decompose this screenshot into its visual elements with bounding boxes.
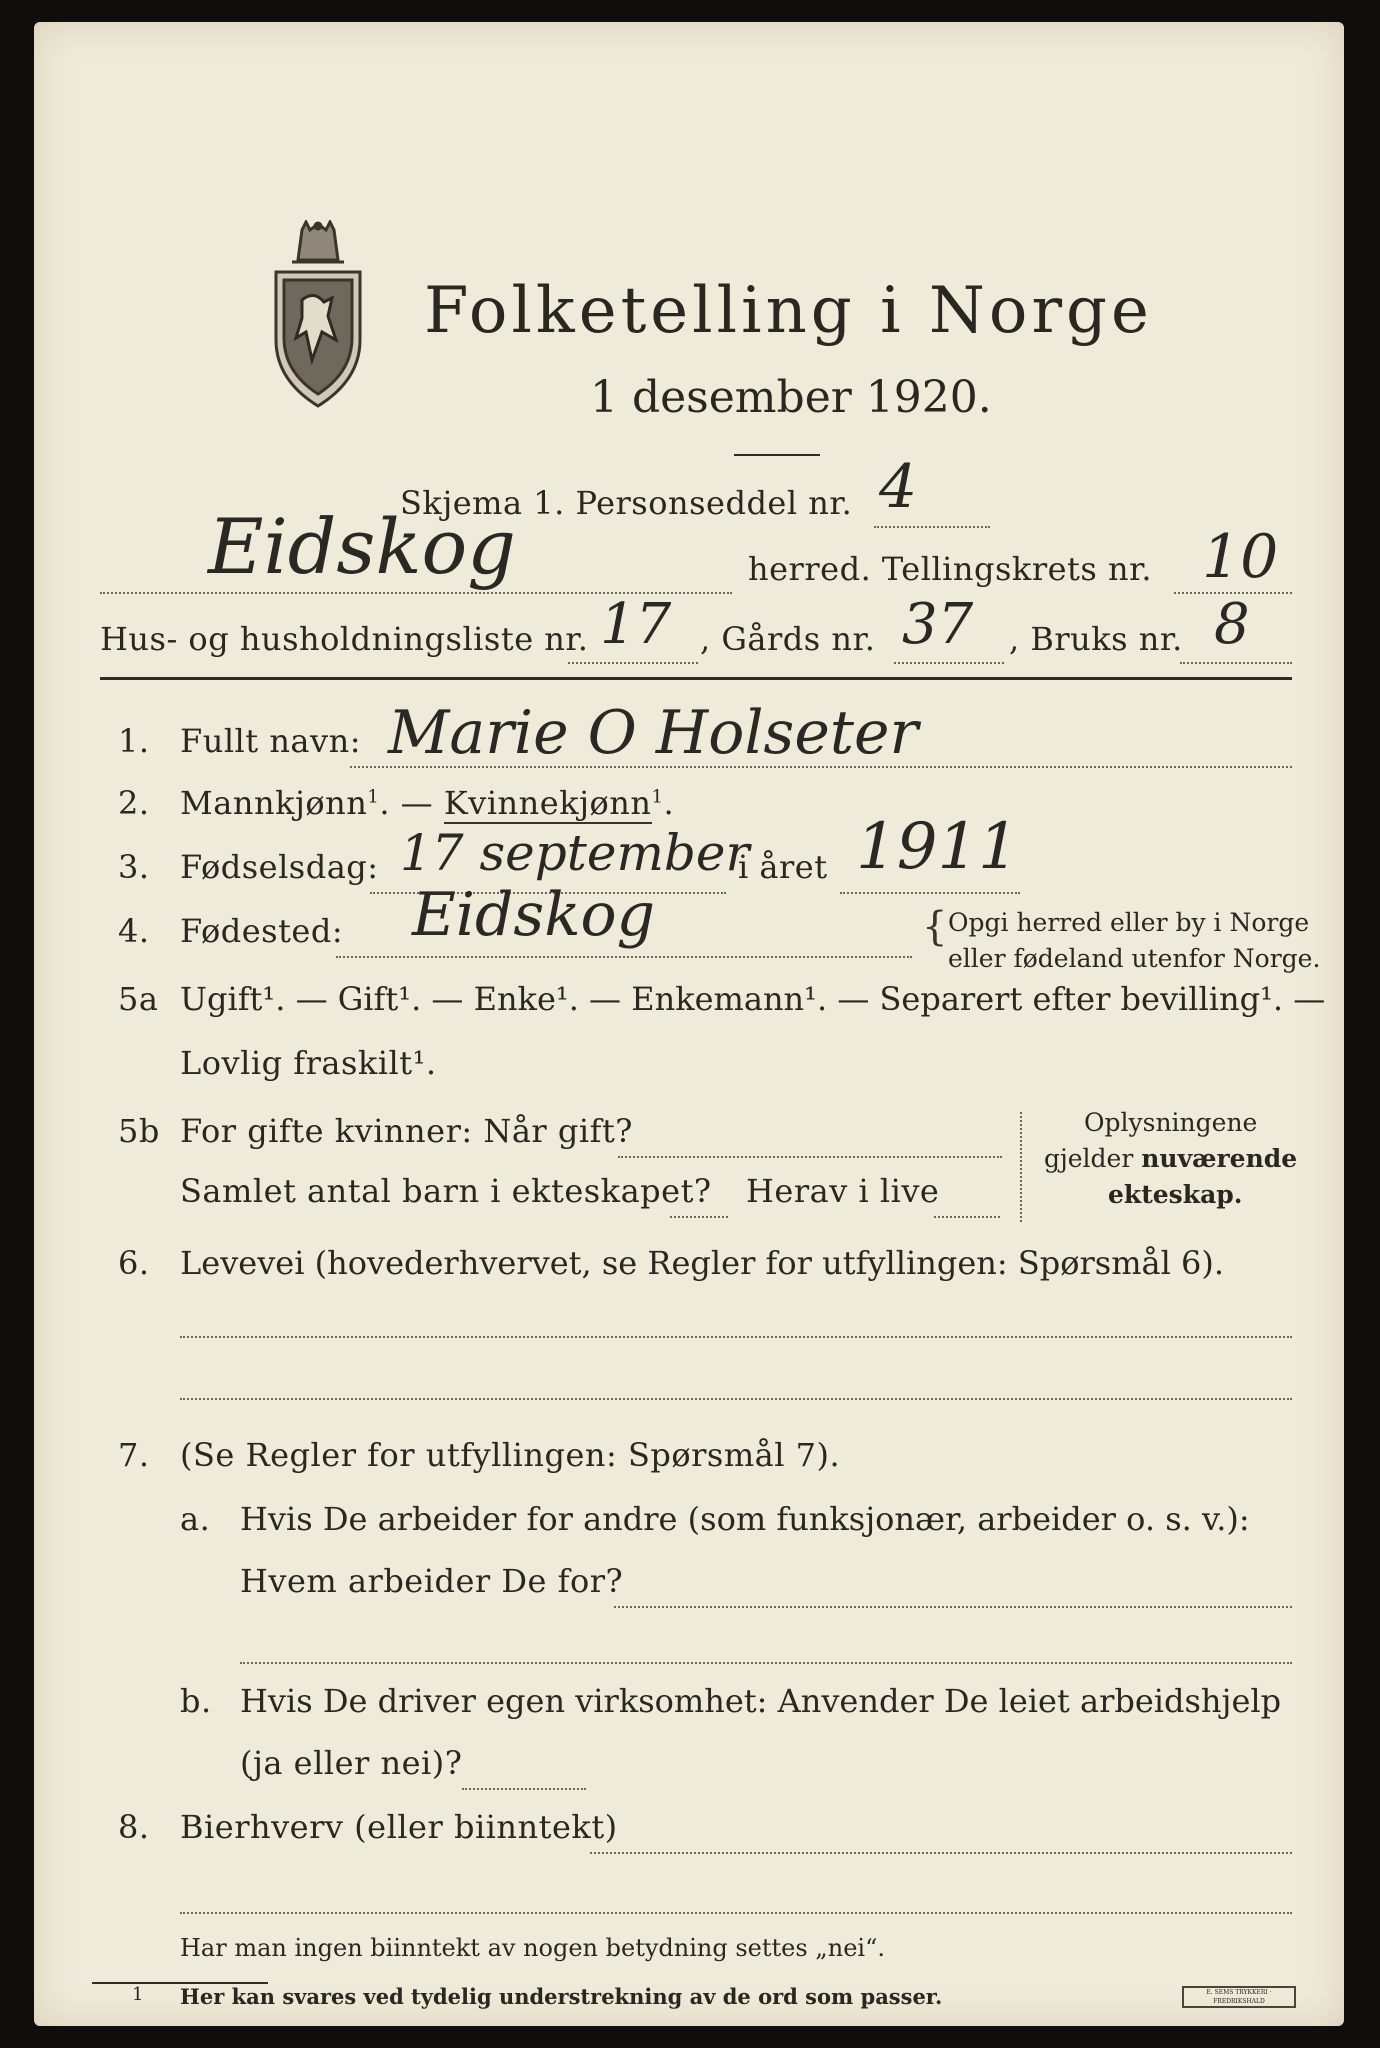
q4-note-brace: { <box>922 904 948 950</box>
marital-status-divorced[interactable]: Lovlig fraskilt¹. <box>180 1044 437 1082</box>
gards-nr-value[interactable]: 37 <box>902 592 974 657</box>
husholdningsliste-label: Hus- og husholdningsliste nr. <box>100 620 589 658</box>
q7-number: 7. <box>118 1436 150 1474</box>
q4-note-line2: eller fødeland utenfor Norge. <box>948 944 1321 973</box>
herred-name-value[interactable]: Eidskog <box>208 502 516 591</box>
q6-number: 6. <box>118 1244 150 1282</box>
q1-number: 1. <box>118 722 150 760</box>
census-form-page <box>34 22 1344 2026</box>
marital-status-options[interactable]: Ugift¹. — Gift¹. — Enke¹. — Enkemann¹. — Separert efter bevilling¹. — <box>180 980 1326 1018</box>
census-date: 1 desember 1920. <box>590 372 992 423</box>
side-income-line[interactable] <box>590 1852 1292 1854</box>
skjema-label: Skjema 1. Personseddel nr. <box>400 484 853 522</box>
q4-line <box>336 956 912 958</box>
q4-number: 4. <box>118 912 150 950</box>
q7b-line2: (ja eller nei)? <box>240 1744 463 1782</box>
herred-label: herred. Tellingskrets nr. <box>748 550 1153 588</box>
q5b-number: 5b <box>118 1112 160 1150</box>
liste-nr-value[interactable]: 17 <box>600 592 672 657</box>
q7a-line2: Hvem arbeider De for? <box>240 1562 624 1600</box>
footnote-mark: 1 <box>132 1984 144 2005</box>
q6-answer-line2[interactable] <box>180 1398 1292 1400</box>
footer-note: Har man ingen biinntekt av nogen betydning settes „nei“. <box>180 1934 885 1962</box>
alive-line[interactable] <box>934 1216 1000 1218</box>
form-title: Folketelling i Norge <box>424 274 1153 348</box>
q3-number: 3. <box>118 848 150 886</box>
bruks-nr-value[interactable]: 8 <box>1214 592 1250 657</box>
printer-stamp: E. SEMS TRYKKERI · FREDRIKSHALD <box>1182 1986 1296 2008</box>
full-name-value[interactable]: Marie O Holseter <box>388 698 919 768</box>
title-divider <box>734 454 820 456</box>
employer-line[interactable] <box>614 1606 1292 1608</box>
birthday-value[interactable]: 17 september <box>400 824 750 882</box>
q8-number: 8. <box>118 1808 150 1846</box>
female-option[interactable]: Kvinnekjønn <box>443 784 652 822</box>
coat-of-arms-icon <box>262 220 374 410</box>
q7b-line1: Hvis De driver egen virksomhet: Anvender De leiet arbeidshjelp <box>240 1682 1282 1720</box>
q6-label: Levevei (hovederhvervet, se Regler for utfyllingen: Spørsmål 6). <box>180 1244 1225 1282</box>
q5b-note-line3: ekteskap. <box>1108 1180 1243 1209</box>
q8-label: Bierhverv (eller biinntekt) <box>180 1808 618 1846</box>
q7a-line1: Hvis De arbeider for andre (som funksjonær, arbeider o. s. v.): <box>240 1500 1250 1538</box>
liste-line <box>568 662 698 664</box>
q7b-number: b. <box>180 1682 212 1720</box>
male-option[interactable]: Mannkjønn <box>180 784 368 822</box>
gards-line <box>894 662 1004 664</box>
employer-line2[interactable] <box>240 1662 1292 1664</box>
birth-year-value[interactable]: 1911 <box>856 810 1019 884</box>
hired-help-line[interactable] <box>462 1788 586 1790</box>
personseddel-line <box>874 526 990 528</box>
q6-answer-line1[interactable] <box>180 1336 1292 1338</box>
q5b-line1: For gifte kvinner: Når gift? <box>180 1112 633 1150</box>
q2-options: Mannkjønn$^1$. — Kvinnekjønn$^1$. <box>180 784 675 822</box>
gards-label: , Gårds nr. <box>700 620 876 658</box>
birthplace-value[interactable]: Eidskog <box>412 880 656 950</box>
q7a-number: a. <box>180 1500 211 1538</box>
bruks-label: , Bruks nr. <box>1009 620 1183 658</box>
married-when-line[interactable] <box>618 1156 1002 1158</box>
personseddel-nr-value[interactable]: 4 <box>879 452 918 522</box>
side-income-line2[interactable] <box>180 1912 1292 1914</box>
q5b-alive-label: Herav i live <box>746 1172 940 1210</box>
q5b-children-label: Samlet antal barn i ekteskapet? <box>180 1172 712 1210</box>
q5a-number: 5a <box>118 980 159 1018</box>
q3-label: Fødselsdag: <box>180 848 379 886</box>
q1-label: Fullt navn: <box>180 722 361 760</box>
q5b-note-line2: gjelder nuværende <box>1044 1144 1298 1173</box>
bruks-line <box>1180 662 1292 664</box>
q3-year-line <box>840 892 1020 894</box>
tellingskrets-nr-value[interactable]: 10 <box>1202 522 1279 592</box>
footnote-text: Her kan svares ved tydelig understrekning av de ord som passer. <box>180 1984 943 2009</box>
q5b-note-line1: Oplysningene <box>1084 1108 1258 1137</box>
year-label: i året <box>738 848 828 886</box>
q4-note-line1: Opgi herred eller by i Norge <box>948 908 1310 937</box>
q4-label: Fødested: <box>180 912 344 950</box>
q7-label: (Se Regler for utfyllingen: Spørsmål 7). <box>180 1436 841 1474</box>
header-rule <box>100 677 1292 680</box>
children-line[interactable] <box>670 1216 728 1218</box>
q2-number: 2. <box>118 784 150 822</box>
q5b-note-divider <box>1020 1112 1022 1222</box>
